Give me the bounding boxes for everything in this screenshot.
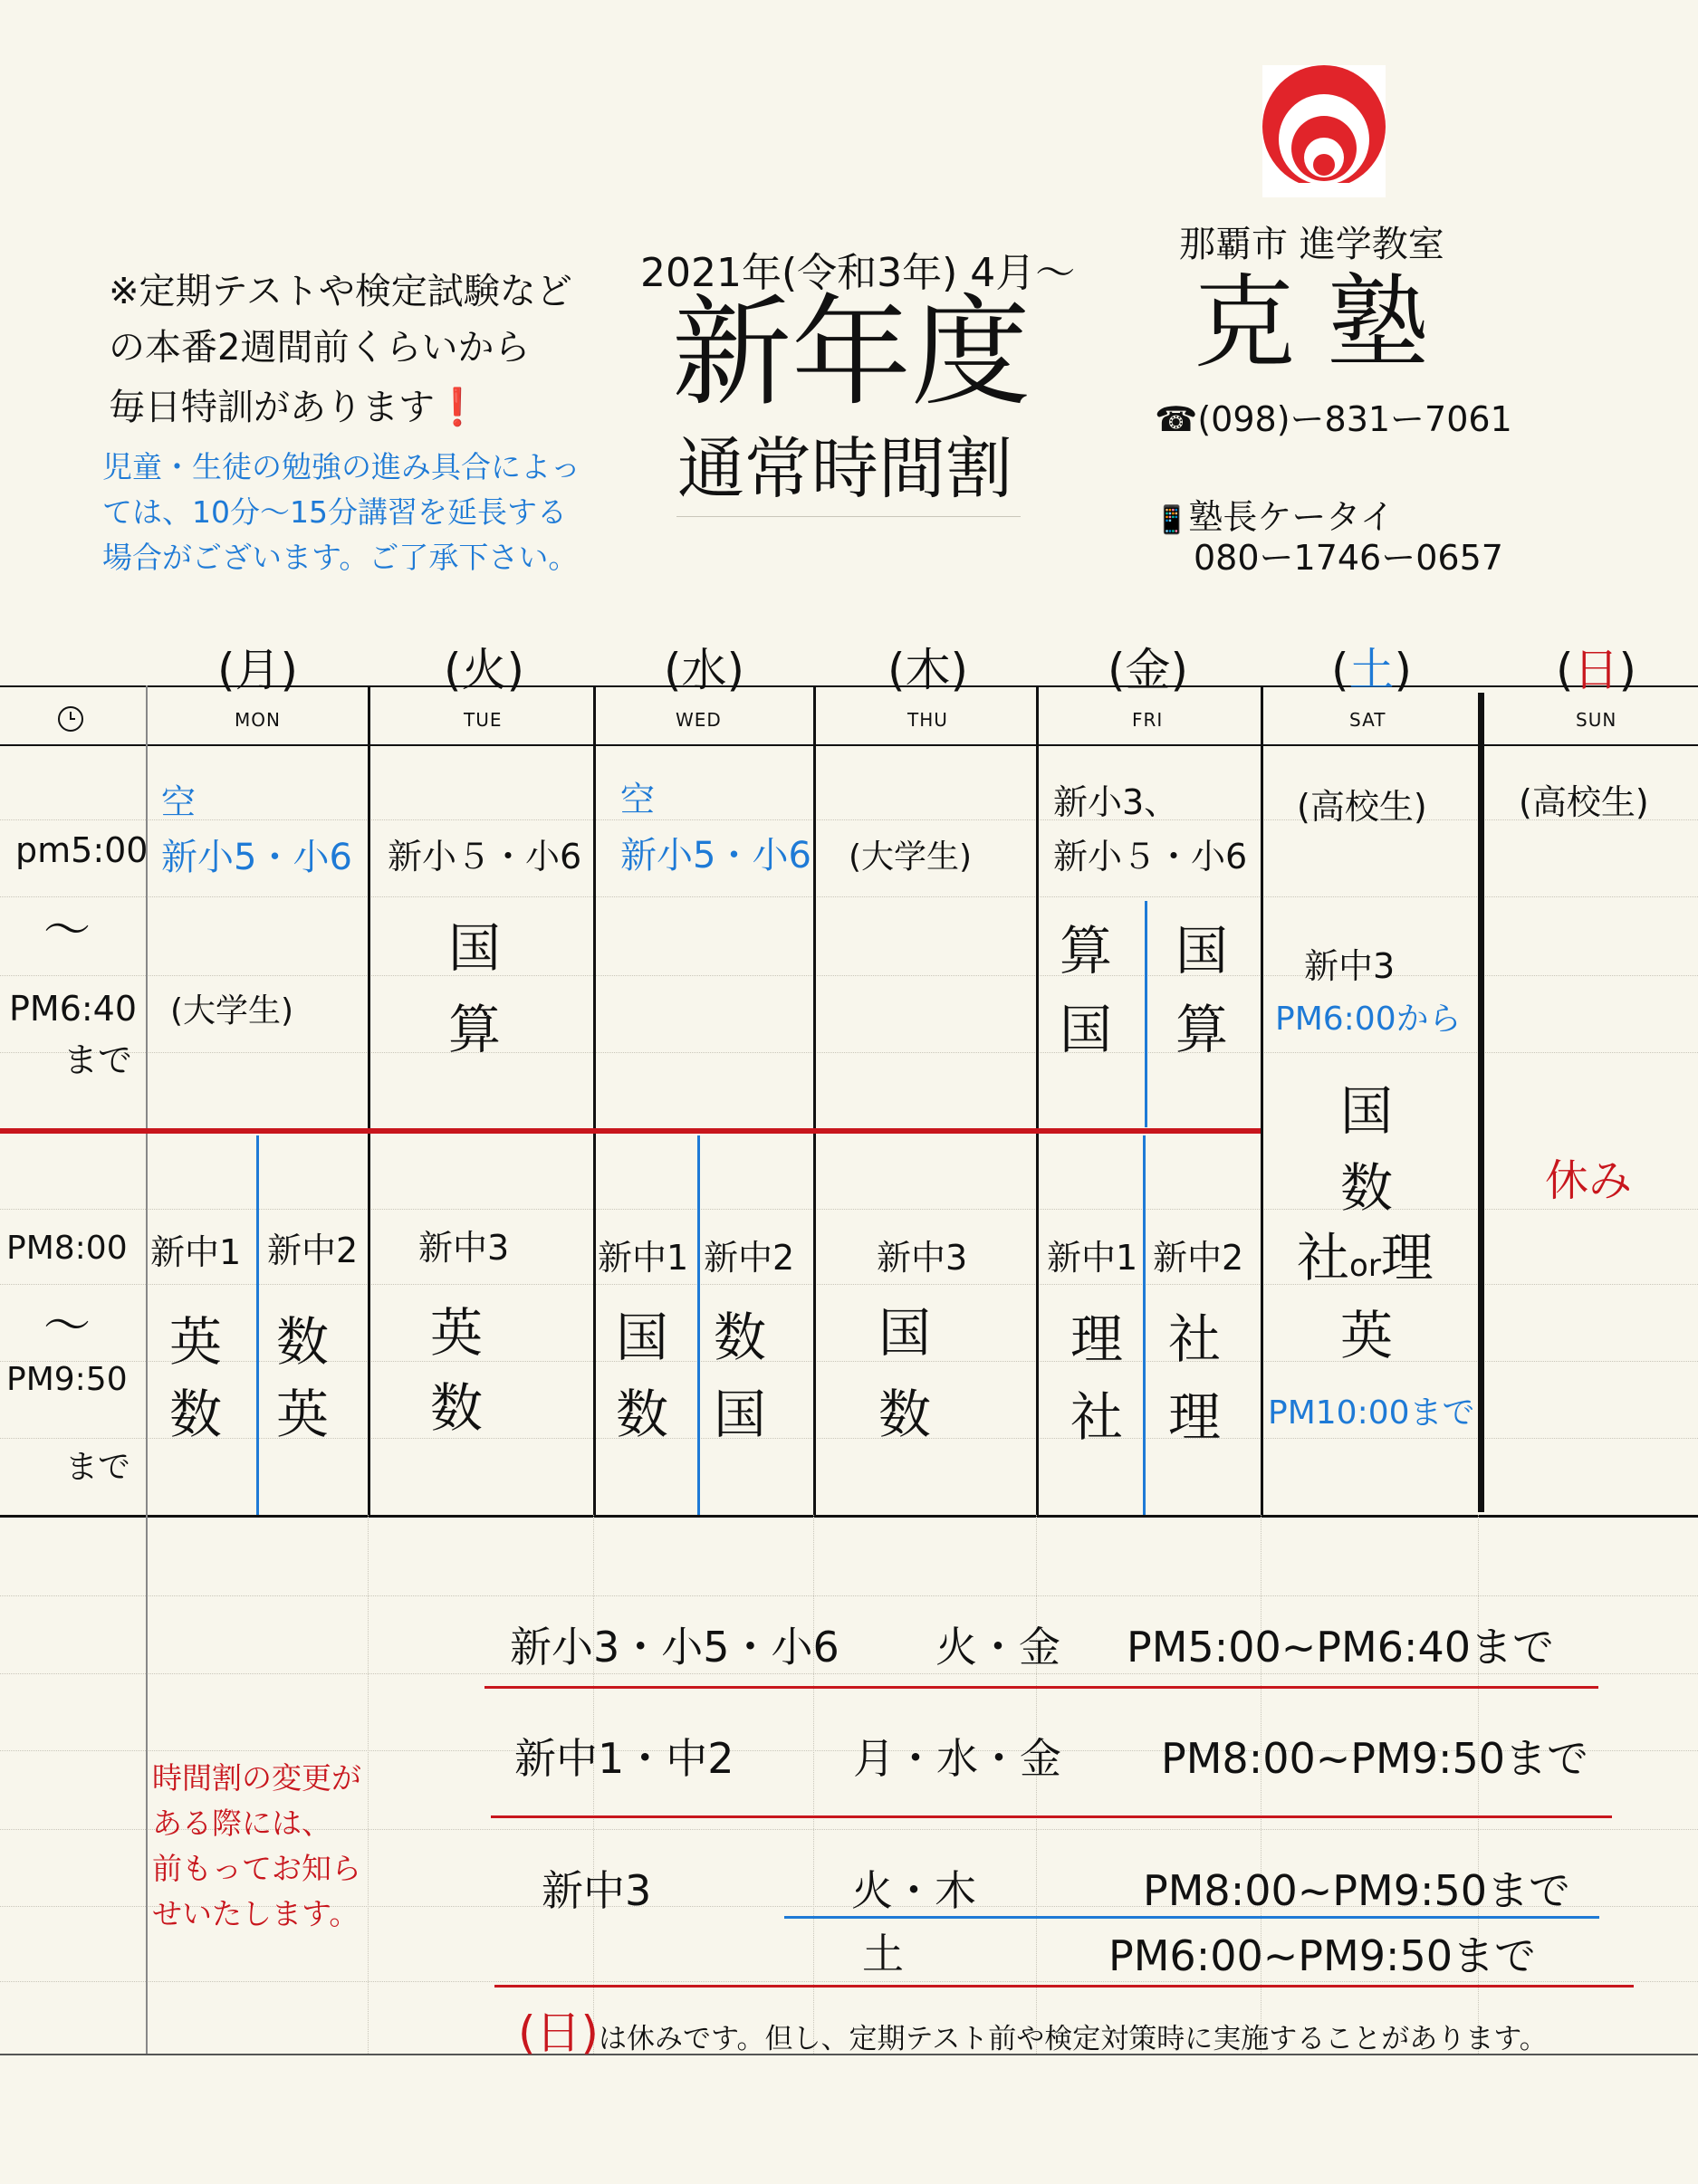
mon-late-left-subject-1: 英	[169, 1311, 223, 1373]
summary-1-time: PM5:00~PM6:40まで	[1127, 1623, 1554, 1672]
summary-footer	[518, 1997, 1548, 2062]
wed-late-right-subject-1: 数	[714, 1307, 767, 1368]
change-notice-line-1: 時間割の変更が	[152, 1760, 361, 1796]
mon-late-grade-1: 新中1	[150, 1232, 242, 1272]
day-en-tue: TUE	[464, 709, 503, 731]
wed-early-free: 空	[620, 780, 656, 819]
mon-late-right-subject-1: 数	[276, 1311, 330, 1373]
notice-line-3: 場合がございます。ご了承下さい。	[102, 540, 579, 575]
sat-early-note: (高校生)	[1297, 787, 1427, 827]
header-row-border	[0, 744, 1698, 746]
sub-column-divider	[256, 1135, 259, 1515]
summary-3-time-1: PM8:00~PM9:50まで	[1143, 1866, 1570, 1915]
sunday-divider	[1478, 693, 1484, 1512]
wed-late-grade-1: 新中1	[598, 1238, 689, 1278]
grid-line	[0, 1438, 1698, 1439]
fri-late-right-subject-1: 社	[1168, 1308, 1222, 1370]
grid-line	[0, 819, 1698, 820]
summary-divider	[494, 1985, 1634, 1988]
footer-sunday: (日)	[518, 2007, 600, 2059]
change-notice-line-2: ある際には、	[152, 1806, 331, 1841]
fri-early-left-subject-1: 算	[1060, 920, 1113, 982]
grid-line	[0, 1052, 1698, 1053]
school-area: 那覇市 進学教室	[1179, 224, 1444, 265]
tue-early-subject-1: 国	[448, 917, 502, 979]
tue-early-subject-2: 算	[448, 999, 502, 1060]
sat-subject-4: 英	[1340, 1305, 1394, 1366]
footer-text: は休みです。但し、定期テスト前や検定対策時に実施することがあります。	[599, 2023, 1548, 2055]
school-logo	[1262, 65, 1386, 197]
note-line-1: ※定期テストや検定試験など	[109, 271, 572, 312]
logo-circles-icon	[1262, 65, 1386, 197]
day-fri: (金)	[1108, 644, 1189, 696]
fri-late-left-subject-2: 社	[1070, 1386, 1124, 1448]
sat-subject-3: 社or理	[1297, 1227, 1434, 1288]
summary-1-days: 火・金	[935, 1623, 1060, 1672]
sat-subject-2: 数	[1340, 1157, 1394, 1219]
late-end-time: PM9:50	[6, 1361, 128, 1398]
phone-number: (098)ー831ー7061	[1197, 399, 1512, 439]
fri-early-left-subject-2: 国	[1060, 999, 1113, 1060]
late-tilde: 〜	[43, 1299, 91, 1354]
tue-late-subject-2: 数	[430, 1377, 484, 1439]
faint-divider	[368, 1515, 369, 2054]
sat-grade: 新中3	[1304, 946, 1396, 986]
clock-icon	[56, 704, 85, 737]
main-title: 新年度	[672, 283, 1031, 423]
day-en-mon: MON	[235, 709, 281, 731]
wed-late-right-subject-2: 国	[714, 1384, 767, 1445]
mon-early-grade: 新小5・小6	[161, 837, 352, 878]
sub-column-divider	[1145, 901, 1147, 1127]
summary-3-grade: 新中3	[542, 1866, 652, 1915]
column-divider	[1261, 685, 1263, 1515]
column-divider	[813, 685, 816, 1515]
mon-early-free: 空	[161, 782, 197, 822]
notice-line-2: ては、10分〜15分講習を延長する	[102, 494, 567, 530]
day-tue: (火)	[444, 644, 525, 696]
early-end-time: PM6:40	[9, 989, 138, 1029]
mobile-label: 塾長ケータイ	[1188, 497, 1395, 537]
fri-early-right-subject-2: 算	[1175, 999, 1229, 1060]
faint-divider	[813, 1515, 814, 2054]
summary-sub-divider	[784, 1916, 1599, 1919]
sat-start-time: PM6:00から	[1275, 1001, 1462, 1038]
wed-late-grade-2: 新中2	[704, 1238, 795, 1278]
late-made: まで	[65, 1449, 131, 1486]
date-line: 2021年(令和3年) 4月〜	[640, 250, 1076, 296]
title-underline	[676, 516, 1021, 517]
sun-note: (高校生)	[1519, 782, 1649, 822]
change-notice-line-3: 前もってお知ら	[152, 1851, 361, 1886]
grid-line	[0, 975, 1698, 976]
column-divider	[593, 685, 596, 1515]
sun-closed: 休み	[1545, 1155, 1633, 1206]
time-column-divider	[146, 685, 148, 2054]
change-notice-line-4: せいたします。	[152, 1896, 360, 1931]
wed-late-left-subject-2: 数	[616, 1384, 669, 1445]
fri-late-right-subject-2: 理	[1168, 1386, 1222, 1448]
summary-3-days-2: 土	[862, 1930, 904, 1978]
early-start-time: pm5:00	[15, 830, 149, 870]
fri-late-grade-1: 新中1	[1047, 1238, 1138, 1278]
sub-column-divider	[1143, 1135, 1146, 1515]
tue-late-grade: 新中3	[418, 1228, 510, 1268]
note-line-3: 毎日特訓があります❗	[109, 387, 480, 428]
day-en-thu: THU	[907, 709, 948, 731]
summary-2-time: PM8:00~PM9:50まで	[1161, 1734, 1588, 1783]
early-tilde: 〜	[43, 904, 91, 958]
day-en-sat: SAT	[1349, 709, 1386, 731]
fri-early-right-subject-1: 国	[1175, 920, 1229, 982]
grid-line	[0, 1209, 1698, 1210]
late-start-time: PM8:00	[6, 1230, 128, 1267]
day-thu: (木)	[887, 644, 969, 696]
grid-line	[0, 1284, 1698, 1285]
fri-late-left-subject-1: 理	[1070, 1308, 1124, 1370]
column-divider	[368, 685, 370, 1515]
summary-3-time-2: PM6:00~PM9:50まで	[1108, 1931, 1536, 1980]
day-en-sun: SUN	[1576, 709, 1617, 731]
notice-line-1: 児童・生徒の勉強の進み具合によっ	[102, 449, 580, 484]
day-wed: (水)	[664, 644, 745, 696]
session-separator	[0, 1128, 1261, 1134]
day-mon: (月)	[217, 644, 299, 696]
tue-late-subject-1: 英	[430, 1302, 484, 1364]
exclamation-icon: ❗	[435, 387, 480, 428]
grid-line	[0, 1361, 1698, 1362]
early-made: まで	[63, 1040, 133, 1080]
thu-late-subject-1: 国	[878, 1302, 932, 1364]
summary-divider	[484, 1686, 1598, 1689]
summary-1-grade: 新小3・小5・小6	[510, 1623, 839, 1672]
summary-2-days: 月・水・金	[853, 1734, 1061, 1783]
wed-early-grade: 新小5・小6	[620, 835, 811, 876]
day-sat: (土)	[1331, 644, 1413, 696]
sub-title: 通常時間割	[677, 430, 1012, 508]
phone-icon: ☎	[1155, 399, 1198, 439]
mon-early-note: (大学生)	[170, 992, 294, 1030]
school-name: 克 塾	[1194, 264, 1429, 382]
wed-late-left-subject-1: 国	[616, 1307, 669, 1368]
table-bottom-border	[0, 1515, 1698, 1518]
summary-2-grade: 新中1・中2	[514, 1734, 734, 1783]
thu-late-subject-2: 数	[878, 1384, 932, 1445]
mon-late-left-subject-2: 数	[169, 1384, 223, 1445]
day-en-fri: FRI	[1132, 709, 1164, 731]
summary-3-days-1: 火・木	[851, 1866, 976, 1915]
summary-divider	[491, 1815, 1612, 1818]
day-sun: (日)	[1556, 644, 1637, 696]
day-en-wed: WED	[676, 709, 722, 731]
thu-early-note: (大学生)	[849, 838, 973, 876]
tue-early-grade: 新小５・小6	[388, 837, 582, 876]
grid-line	[0, 1595, 1698, 1596]
column-divider	[1036, 685, 1039, 1515]
mon-late-grade-2: 新中2	[267, 1231, 359, 1270]
mobile-phone-icon: 📱	[1155, 504, 1189, 536]
mon-late-right-subject-2: 英	[276, 1384, 330, 1445]
sat-subject-1: 国	[1340, 1080, 1394, 1142]
thu-late-grade: 新中3	[877, 1238, 968, 1278]
fri-early-grade-1: 新小3、	[1053, 782, 1179, 822]
fri-early-grade-2: 新小５・小6	[1053, 837, 1248, 876]
grid-line	[0, 896, 1698, 897]
phone-line[interactable]	[1155, 391, 1512, 441]
sub-column-divider	[697, 1135, 700, 1515]
sat-end-time: PM10:00まで	[1268, 1394, 1475, 1432]
mobile-number[interactable]: 080ー1746ー0657	[1194, 538, 1503, 578]
note-line-2: の本番2週間前くらいから	[109, 327, 531, 369]
fri-late-grade-2: 新中2	[1153, 1238, 1244, 1278]
